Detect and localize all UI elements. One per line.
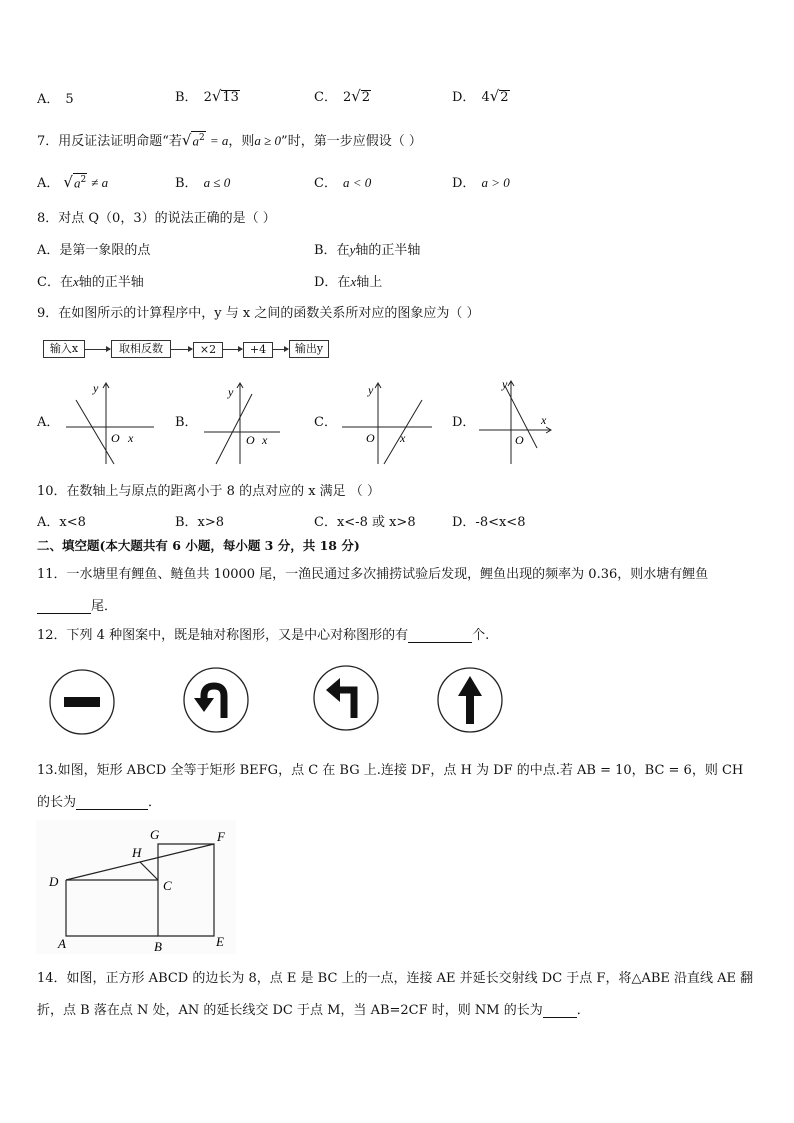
q8-option-b: B．在y轴的正半轴 [314,242,421,258]
q10-option-a: A．x<8 [37,515,86,530]
answer-blank[interactable] [543,1004,577,1018]
x-label: x [400,431,406,445]
question-12-stem: 12．下列 4 种图案中，既是轴对称图形，又是中心对称图形的有 个. [37,628,490,643]
no-entry-sign [48,668,116,736]
q9-option-b-label: B． [175,415,198,430]
origin-label: O [366,431,375,445]
question-13-line1: 13.如图，矩形 ABCD 全等于矩形 BEFG，点 C 在 BG 上.连接 DF，点 H 为 DF 的中点.若 AB = 10，BC = 6，则 CH [37,763,744,778]
q9-option-c-label: C． [314,415,337,430]
q6-option-d: D． 4√2 [452,87,509,105]
point-h-label: H [132,845,142,860]
rectangles-figure [36,820,236,954]
x-label: x [541,413,547,427]
answer-blank[interactable] [76,796,148,810]
graph-line [216,394,252,464]
question-10-stem: 10．在数轴上与原点的距离小于 8 的点对应的 x 满足 （ ） [37,484,380,499]
question-13-line2: 的长为 ． [37,795,162,810]
origin-label: O [515,433,524,447]
flow-arrow [84,349,110,350]
q8-option-c: C．在x轴的正半轴 [37,274,144,290]
question-11-line1: 11．一水塘里有鲤鱼、鲢鱼共 10000 尾，一渔民通过多次捕捞试验后发现，鲤鱼出现的频率为 0.36，则水塘有鲤鱼 [37,567,709,582]
point-f-label: F [217,829,225,844]
question-7-stem: 7．用反证法证明命题“若$√a^2 = a$，则a ≥ 0”时，第一步应假设（ ） [37,131,422,149]
q8-option-a: A．是第一象限的点 [37,243,151,258]
straight-arrow-sign [436,666,504,734]
y-label: y [93,381,99,395]
x-label: x [128,431,134,445]
origin-label: O [246,433,255,447]
flow-arrow [272,349,288,350]
graph-c [342,380,434,466]
y-label: y [228,385,234,399]
question-14-line1: 14．如图，正方形 ABCD 的边长为 8，点 E 是 BC 上的一点，连接 AE 并延长交射线 DC 于点 F，将△ABE 沿直线 AE 翻 [37,971,754,986]
point-a-label: A [58,936,66,951]
q7-option-d: D． a > 0 [452,175,510,191]
flow-arrow [222,349,242,350]
x-label: x [262,433,268,447]
q6-option-c: C． 2√2 [314,87,371,105]
flow-box-output: 输出y [289,340,329,358]
q9-option-a-label: A． [37,415,60,430]
q10-option-b: B．x>8 [175,515,225,530]
point-d-label: D [49,874,59,889]
q6-option-b: B． 2√13 [175,87,239,105]
point-g-label: G [150,827,160,842]
graph-b [202,380,282,466]
left-turn-sign [312,664,380,732]
question-11-line2: 尾． [37,595,117,614]
point-e-label: E [216,934,224,949]
graph-line [76,400,114,464]
q7-option-c: C． a < 0 [314,175,372,191]
flow-box-negate: 取相反数 [111,340,171,358]
flow-arrow [170,349,192,350]
q10-option-c: C．x<-8 或 x>8 [314,515,416,530]
section-heading: 二、填空题(本大题共有 6 小题，每小题 3 分，共 18 分) [37,538,360,553]
graph-d [477,376,555,466]
answer-blank[interactable] [37,600,91,614]
question-14-line2: 折，点 B 落在点 N 处，AN 的延长线交 DC 于点 M，当 AB=2CF 时，则 NM 的长为 ． [37,1003,590,1018]
answer-blank[interactable] [408,629,472,643]
q8-option-d: D．在x轴上 [314,274,383,290]
q10-option-d: D．-8<x<8 [452,515,526,530]
q6-option-a: A． 5 [37,92,74,107]
q7-option-b: B． a ≤ 0 [175,175,231,191]
flow-box-plus4: +4 [243,342,273,358]
graph-a [66,380,156,466]
y-label: y [368,383,374,397]
y-label: y [502,377,508,391]
question-9-stem: 9．在如图所示的计算程序中，y 与 x 之间的函数关系所对应的图象应为（ ） [37,306,480,321]
point-b-label: B [154,939,162,954]
origin-label: O [111,431,120,445]
flow-box-input: 输入x [43,340,85,358]
q9-option-d-label: D． [452,415,476,430]
flow-box-times2: ×2 [193,342,223,358]
u-turn-sign [182,666,250,734]
q7-option-a: A． $√a^2 \ne a$ [37,173,109,191]
point-c-label: C [163,878,172,893]
question-8-stem: 8．对点 Q（0，3）的说法正确的是（ ） [37,211,276,226]
